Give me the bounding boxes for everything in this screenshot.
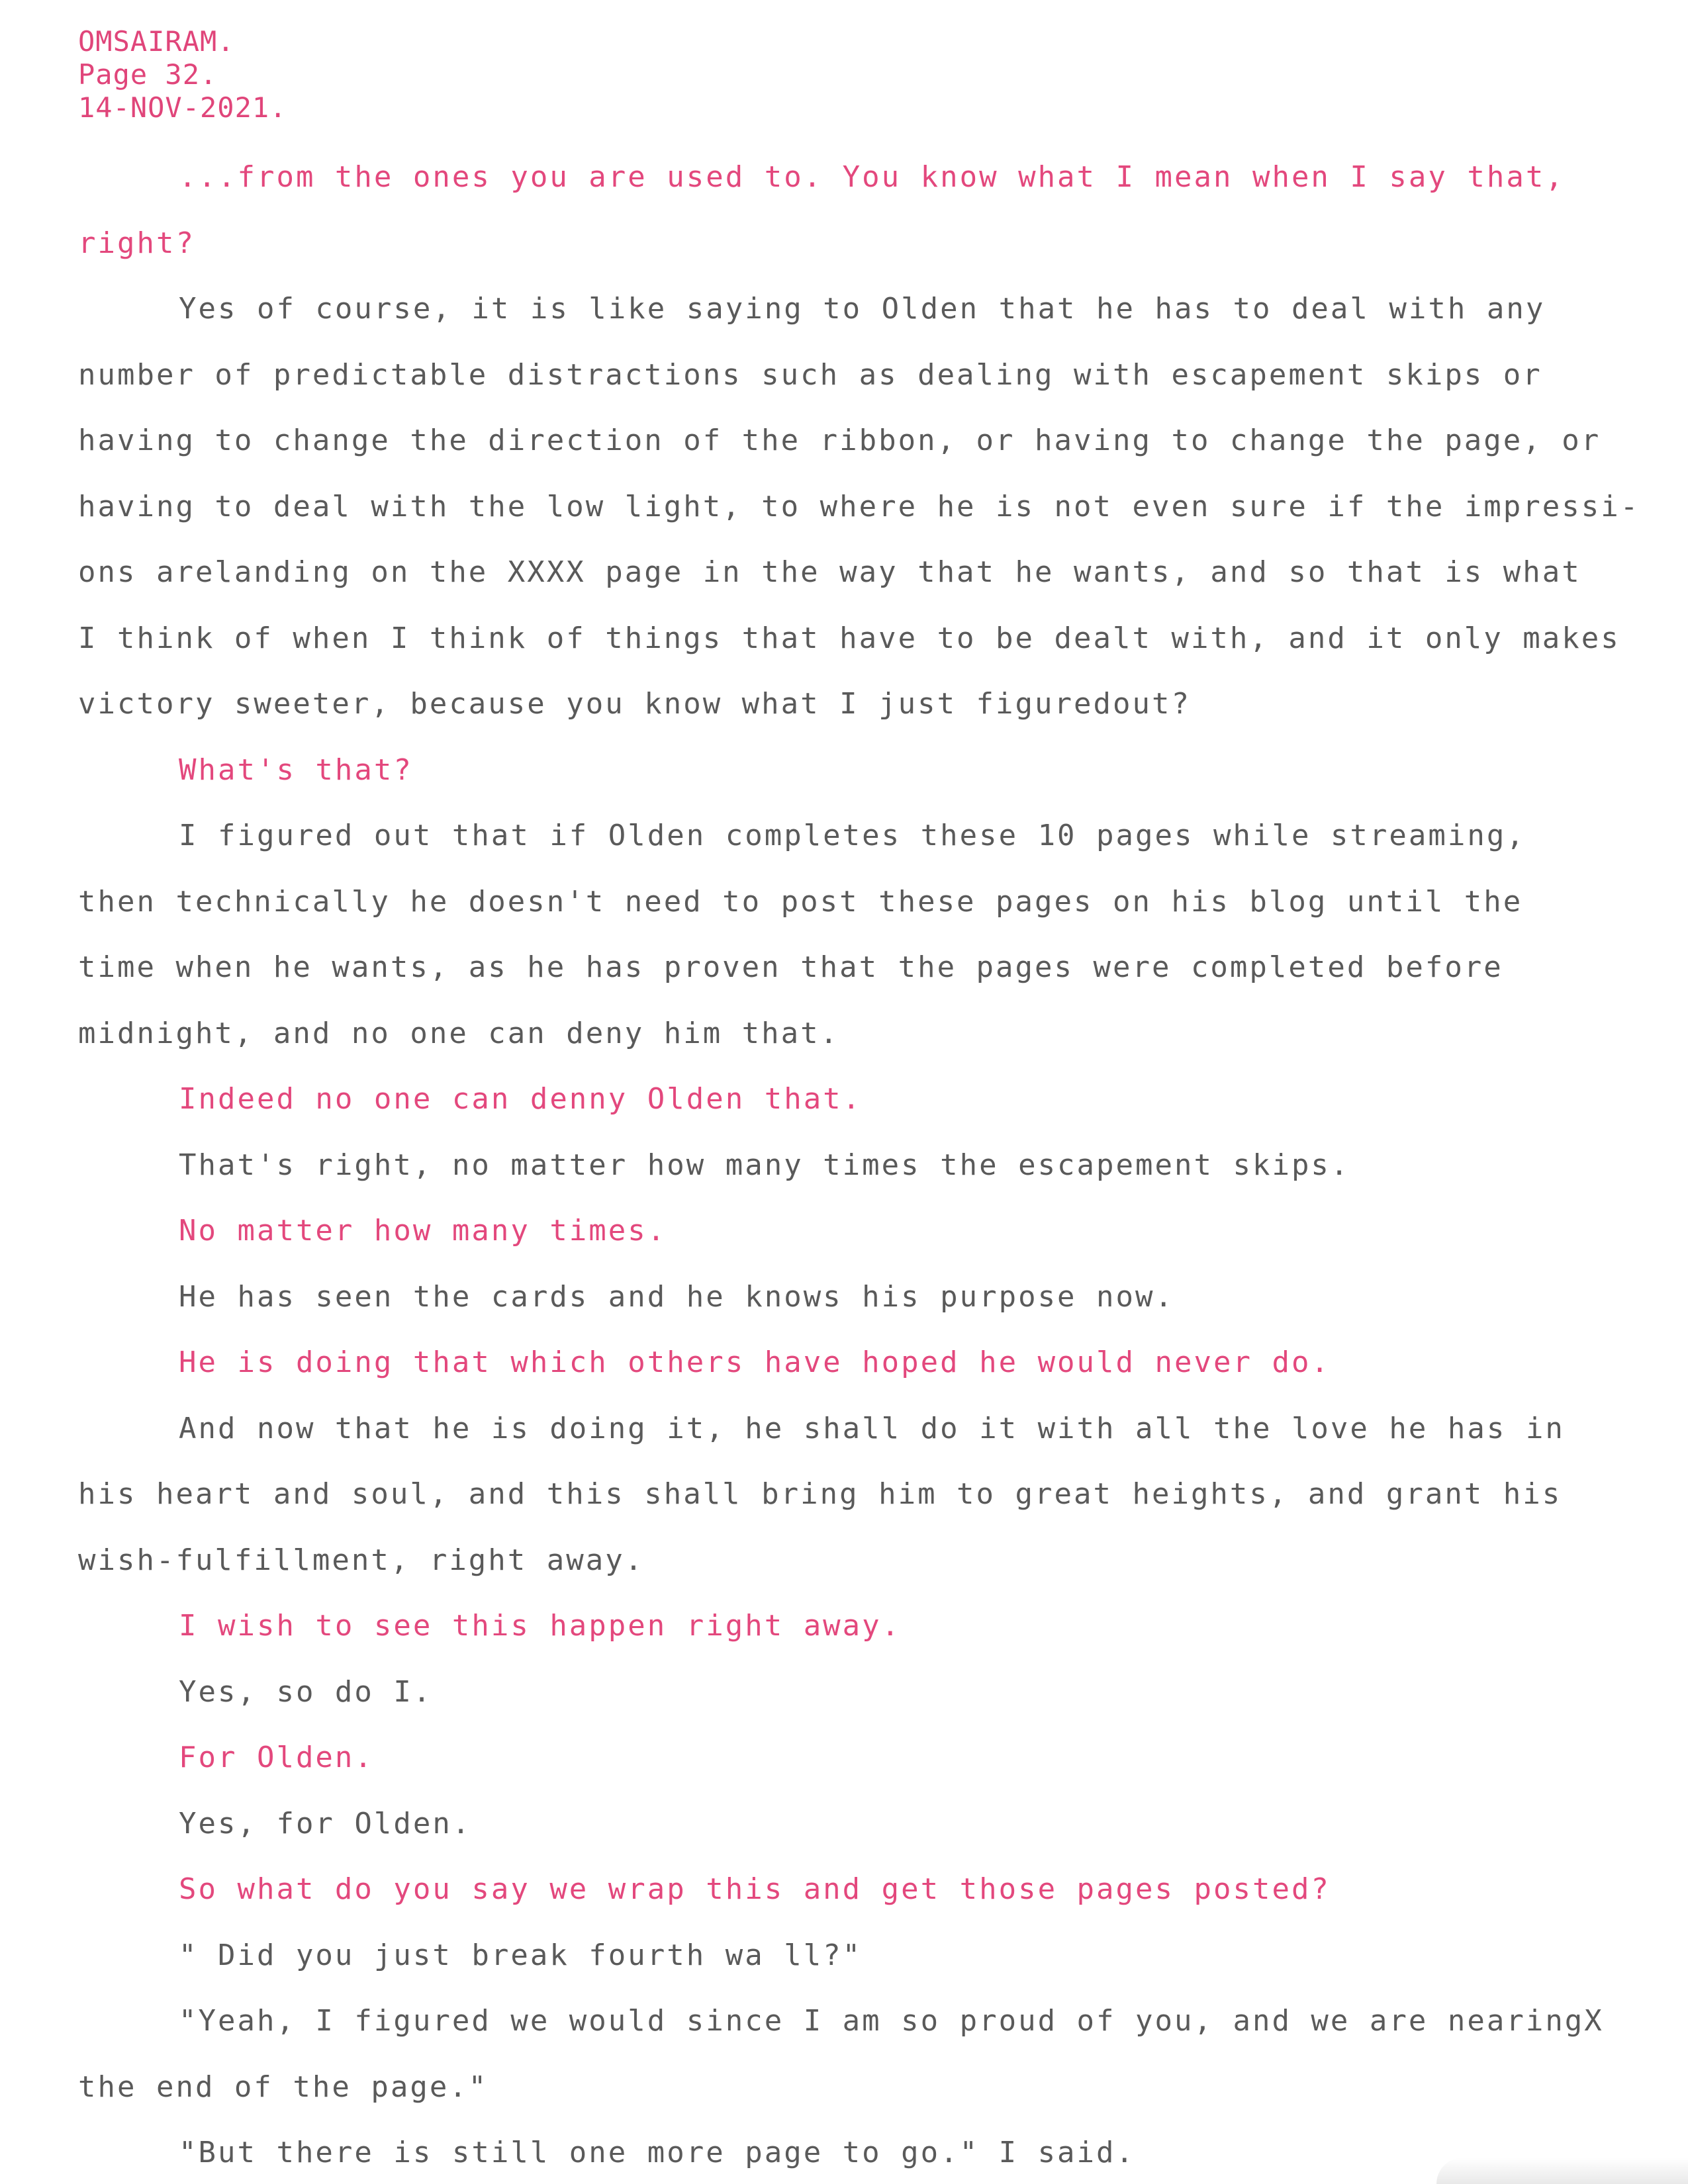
text-line: then technically he doesn't need to post these pages on his blog until the (78, 885, 1523, 919)
text-line: He is doing that which others have hoped he would never do. (179, 1345, 1331, 1379)
text-line: He has seen the cards and he knows his purpose now. (179, 1280, 1175, 1314)
text-line: " Did you just break fourth wa ll?" (179, 1938, 863, 1972)
text-line: No matter how many times. (179, 1214, 667, 1248)
text-line: Yes, for Olden. (179, 1807, 472, 1841)
header-title: OMSAIRAM. (78, 25, 235, 58)
text-line: time when he wants, as he has proven that the pages were completed before (78, 950, 1503, 984)
text-line: right? (78, 226, 195, 260)
text-line: victory sweeter, because you know what I just figuredout? (78, 687, 1191, 721)
header-page-number: Page 32. (78, 58, 218, 91)
text-line: ...from the ones you are used to. You know what I mean when I say that, (179, 160, 1565, 194)
text-line: the end of the page." (78, 2070, 489, 2104)
text-line: wish-fulfillment, right away. (78, 1543, 645, 1577)
text-line: I figured out that if Olden completes these 10 pages while streaming, (179, 819, 1526, 852)
text-line: "But there is still one more page to go." I said. (179, 2136, 1136, 2169)
text-line: number of predictable distractions such as dealing with escapement skips or (78, 358, 1542, 392)
text-line: ons arelanding on the XXXX page in the way that he wants, and so that is what (78, 555, 1581, 589)
text-line: Indeed no one can denny Olden that. (179, 1082, 863, 1116)
page-header (78, 25, 287, 124)
text-line: Yes of course, it is like saying to Olden that he has to deal with any (179, 292, 1546, 326)
paper-edge-shadow (1436, 2158, 1688, 2184)
text-line: Yes, so do I. (179, 1675, 433, 1709)
header-date: 14-NOV-2021. (78, 91, 287, 124)
text-line: midnight, and no one can deny him that. (78, 1017, 840, 1050)
text-line: having to change the direction of the ribbon, or having to change the page, or (78, 424, 1601, 457)
text-line: his heart and soul, and this shall bring him to great heights, and grant his (78, 1477, 1562, 1511)
text-line: So what do you say we wrap this and get those pages posted? (179, 1872, 1331, 1906)
text-line: For Olden. (179, 1741, 374, 1774)
text-line: That's right, no matter how many times the escapement skips. (179, 1148, 1350, 1182)
text-line: I wish to see this happen right away. (179, 1609, 902, 1643)
text-line: "Yeah, I figured we would since I am so proud of you, and we are nearingX (179, 2004, 1604, 2038)
text-line: And now that he is doing it, he shall do it with all the love he has in (179, 1412, 1565, 1445)
text-line: What's that? (179, 753, 413, 787)
text-line: I think of when I think of things that have to be dealt with, and it only makes (78, 621, 1620, 655)
text-line: having to deal with the low light, to where he is not even sure if the impressi- (78, 490, 1640, 523)
